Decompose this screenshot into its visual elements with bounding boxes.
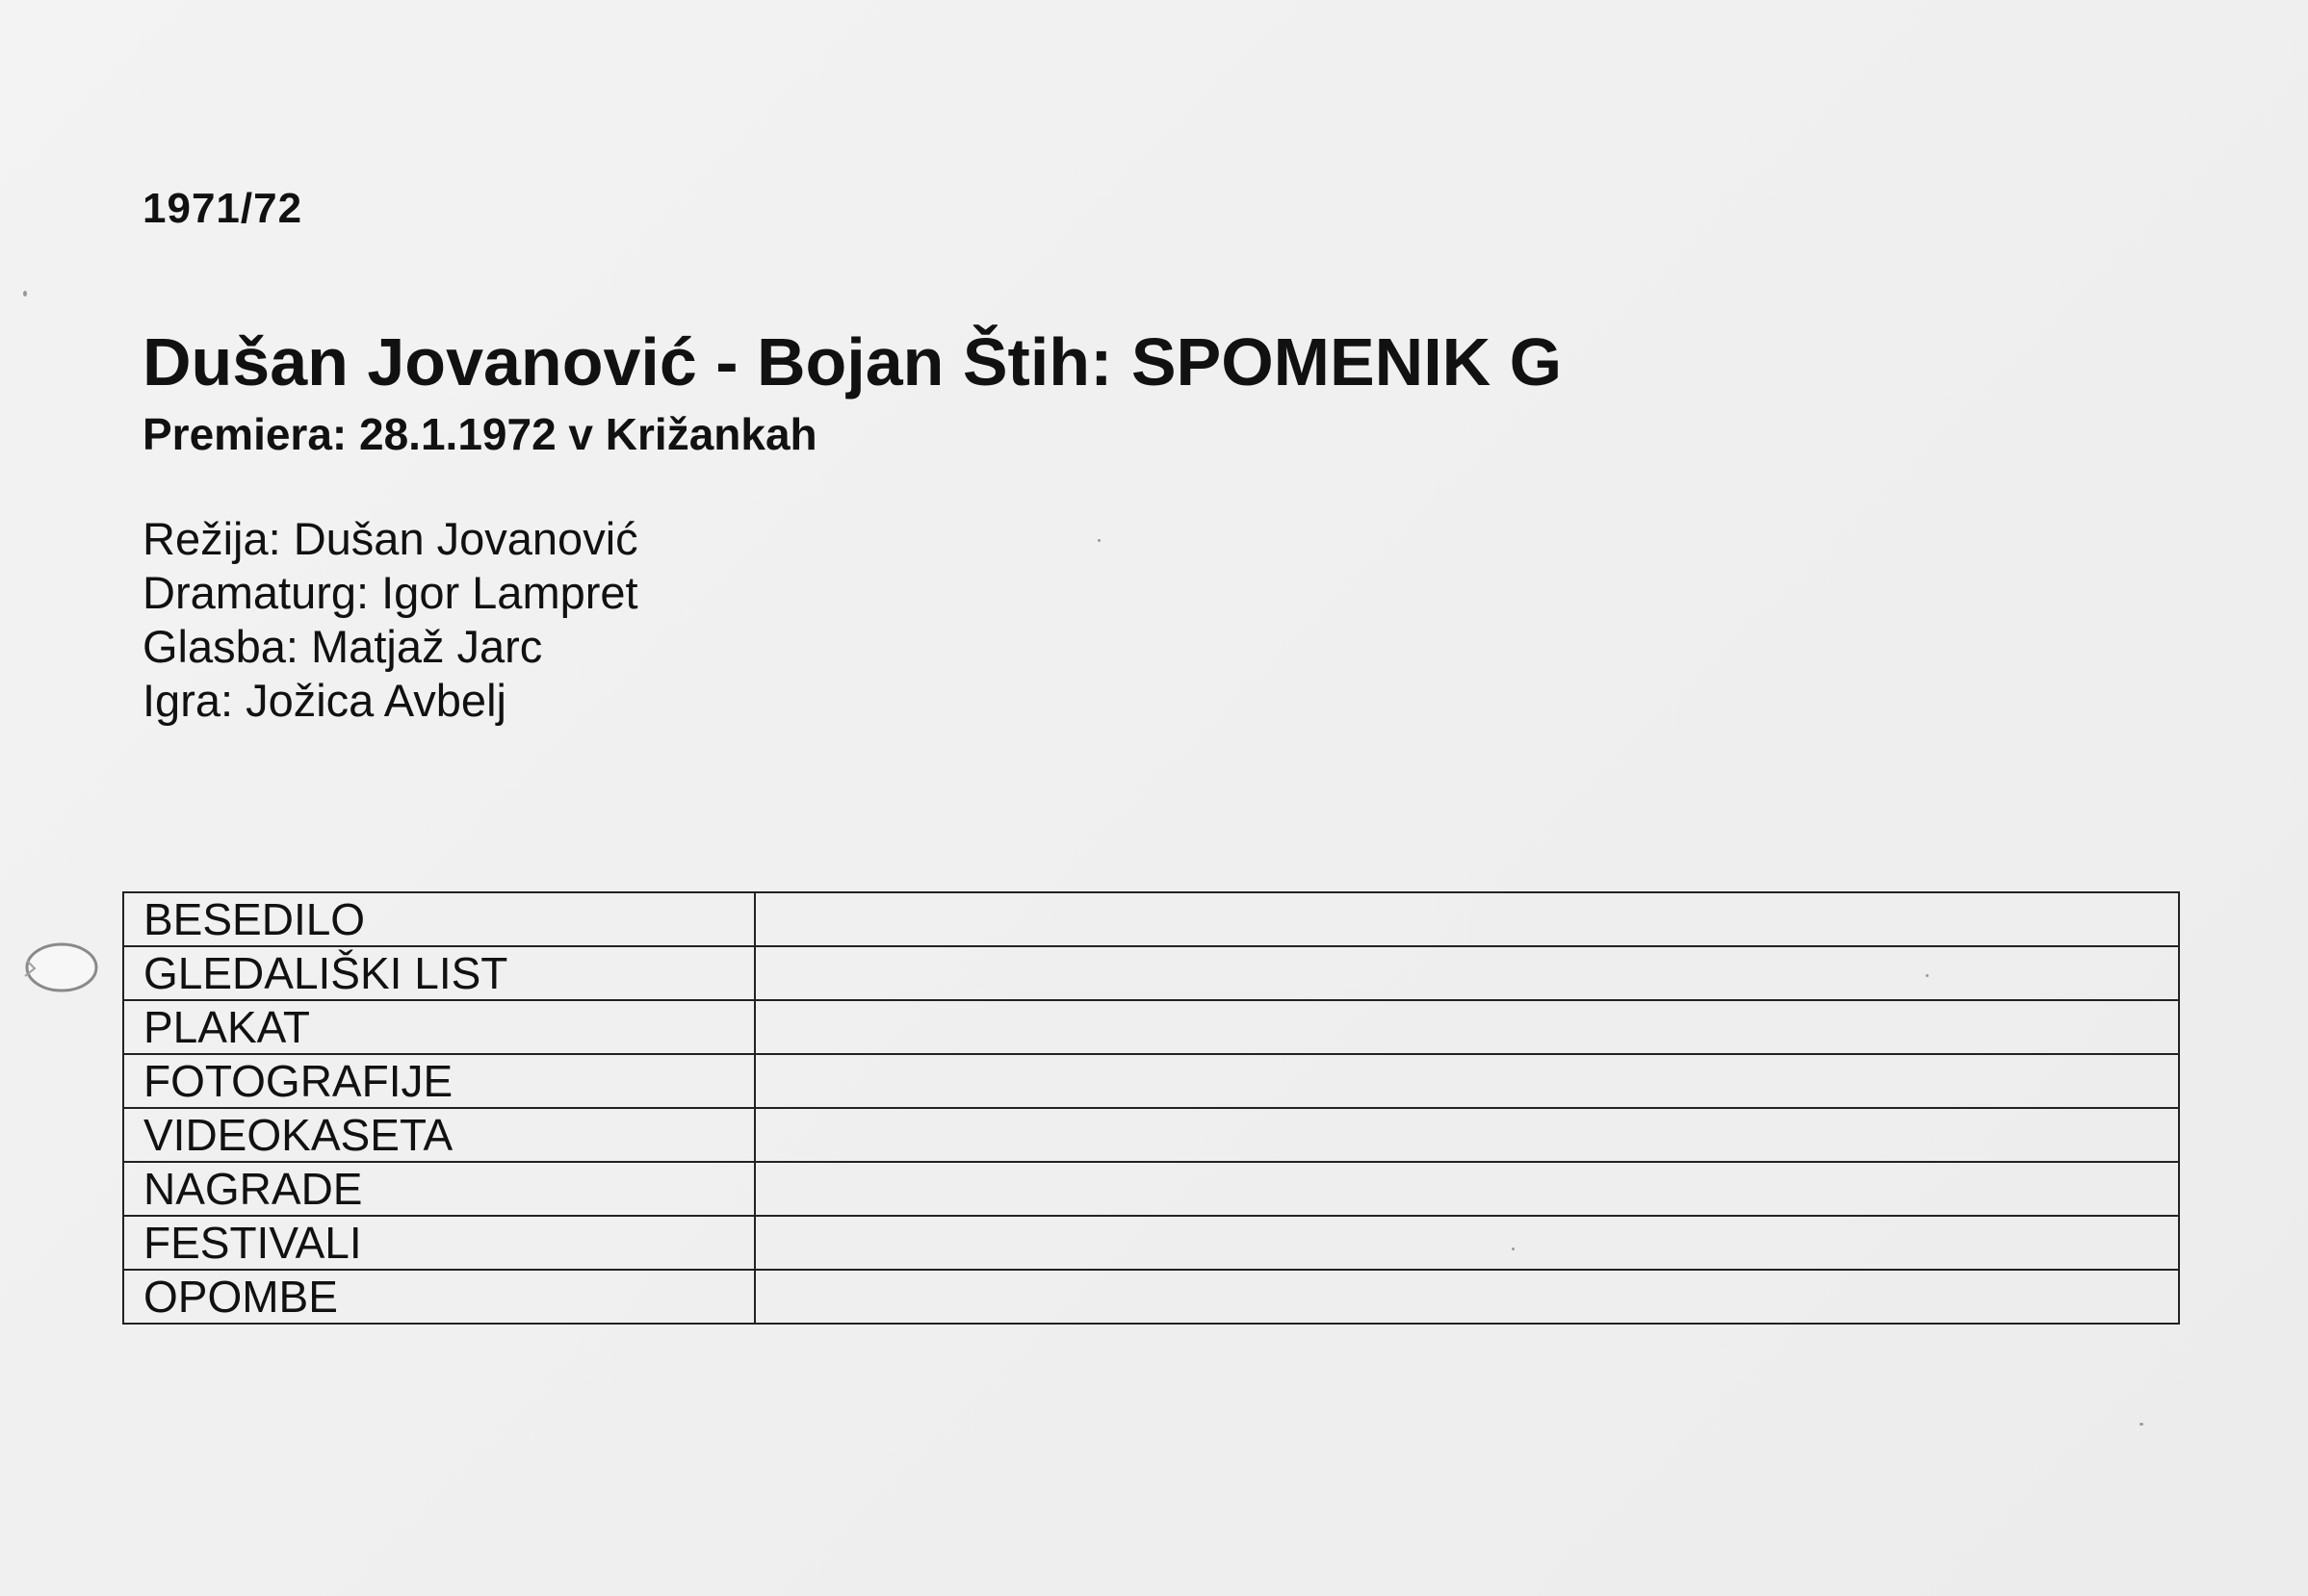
credit-director: Režija: Dušan Jovanović (143, 513, 638, 564)
scan-speck (1098, 539, 1101, 542)
row-value (755, 1270, 2179, 1324)
punch-hole-mark (21, 940, 100, 995)
season-label: 1971/72 (143, 185, 303, 232)
credit-cast: Igra: Jožica Avbelj (143, 675, 506, 726)
row-label: VIDEOKASETA (123, 1108, 755, 1162)
table-row (123, 892, 2179, 946)
credit-music: Glasba: Matjaž Jarc (143, 621, 543, 672)
row-value (755, 946, 2179, 1000)
row-value (755, 1108, 2179, 1162)
table-row (123, 1054, 2179, 1108)
row-value (755, 1162, 2179, 1216)
scan-speck (1512, 1248, 1515, 1250)
scan-speck (23, 291, 27, 296)
row-label: FOTOGRAFIJE (123, 1054, 755, 1108)
row-label: GLEDALIŠKI LIST (123, 946, 755, 1000)
row-value (755, 892, 2179, 946)
row-value (755, 1216, 2179, 1270)
credit-dramaturg: Dramaturg: Igor Lampret (143, 567, 638, 618)
table-row (123, 1270, 2179, 1324)
row-label: BESEDILO (123, 892, 755, 946)
premiere-line: Premiera: 28.1.1972 v Križankah (143, 409, 817, 459)
scan-speck (1926, 974, 1929, 977)
table-row (123, 1108, 2179, 1162)
row-value (755, 1054, 2179, 1108)
scan-speck (2139, 1423, 2143, 1426)
table-row (123, 1000, 2179, 1054)
archive-checklist-table (122, 891, 2180, 1325)
credits-block (143, 512, 638, 728)
table-row (123, 1162, 2179, 1216)
table-row (123, 1216, 2179, 1270)
row-label: FESTIVALI (123, 1216, 755, 1270)
table-row (123, 946, 2179, 1000)
play-title: Dušan Jovanović - Bojan Štih: SPOMENIK G (143, 324, 1563, 399)
row-value (755, 1000, 2179, 1054)
row-label: NAGRADE (123, 1162, 755, 1216)
row-label: PLAKAT (123, 1000, 755, 1054)
row-label: OPOMBE (123, 1270, 755, 1324)
